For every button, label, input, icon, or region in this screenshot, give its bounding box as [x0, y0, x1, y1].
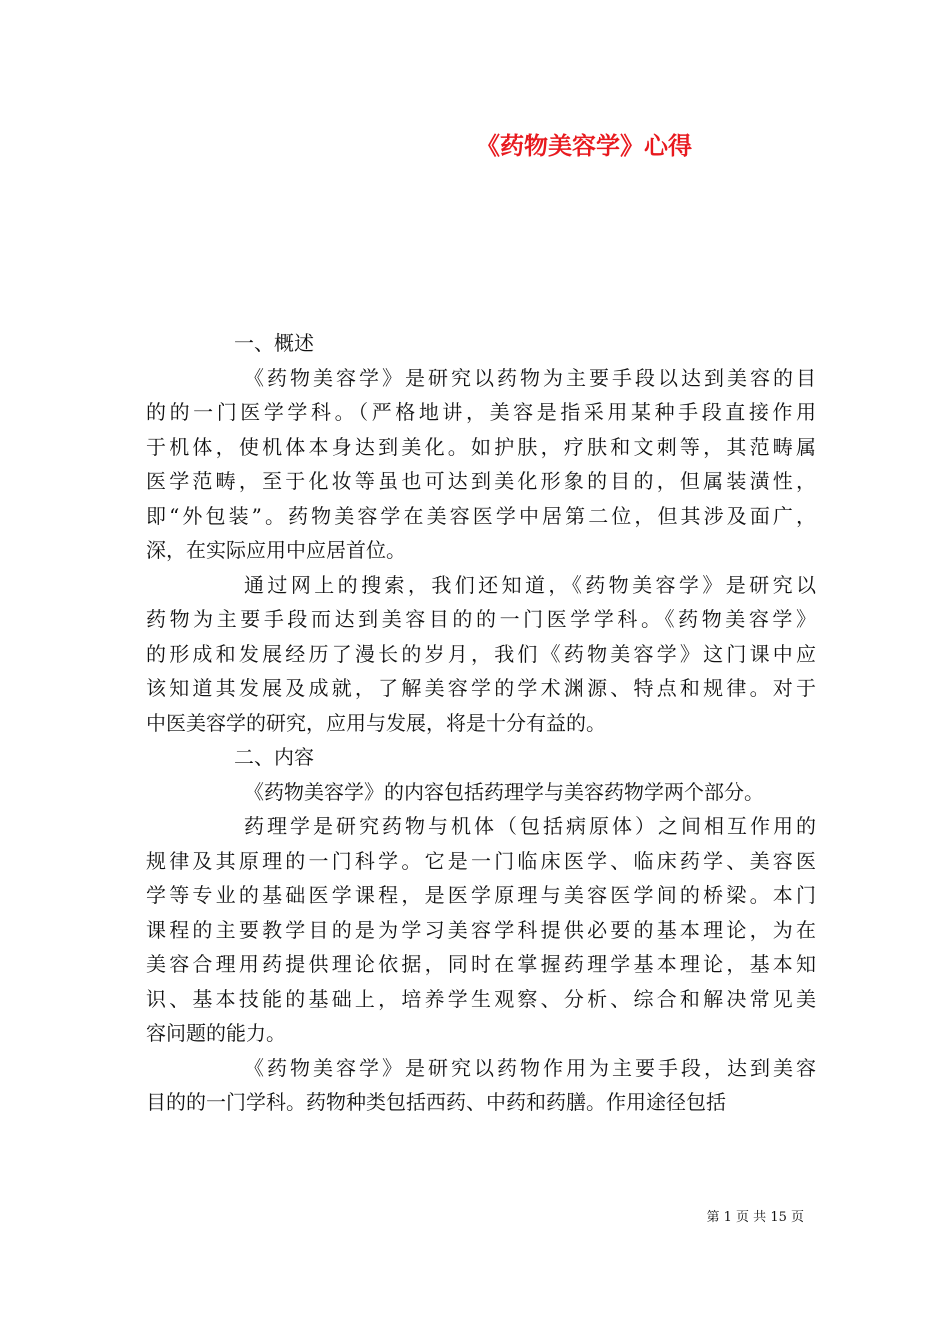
text-line: 通过网上的搜索，我们还知道，《药物美容学》是研究以 — [244, 572, 816, 597]
text-line: 识、基本技能的基础上，培养学生观察、分析、综合和解决常见美 — [146, 986, 816, 1011]
body-paragraph — [146, 361, 816, 568]
text-line: 容问题的能力。 — [146, 1021, 286, 1045]
page-title: 《药物美容学》心得 — [476, 131, 692, 160]
text-line: 于机体，使机体本身达到美化。如护肤，疗肤和文刺等，其范畴属 — [146, 434, 816, 459]
text-line: 的的一门医学学科。（严格地讲，美容是指采用某种手段直接作用 — [146, 400, 816, 424]
text-line: 医学范畴，至于化妆等虽也可达到美化形象的目的，但属装潢性， — [146, 469, 816, 493]
text-line: 目的的一门学科。药物种类包括西药、中药和药膳。作用途径包括 — [146, 1090, 726, 1114]
text-line: 《药物美容学》的内容包括药理学与美容药物学两个部分。 — [244, 779, 764, 804]
page-number-footer: 第 1 页 共 15 页 — [706, 1210, 804, 1225]
text-line: 的形成和发展经历了漫长的岁月，我们《药物美容学》这门课中应 — [146, 641, 816, 666]
text-line: 美容合理用药提供理论依据，同时在掌握药理学基本理论，基本知 — [146, 952, 816, 976]
text-line: 深，在实际应用中应居首位。 — [146, 538, 406, 562]
section-heading — [146, 326, 816, 361]
text-line: 规律及其原理的一门科学。它是一门临床医学、临床药学、美容医 — [146, 848, 816, 873]
document-body — [146, 326, 816, 1120]
text-line: 药理学是研究药物与机体（包括病原体）之间相互作用的 — [244, 814, 816, 838]
text-line: 学等专业的基础医学课程，是医学原理与美容医学间的桥梁。本门 — [146, 883, 816, 907]
text-line: 《药物美容学》是研究以药物作用为主要手段，达到美容 — [244, 1055, 816, 1080]
text-line: 二、内容 — [234, 745, 314, 769]
body-paragraph — [146, 568, 816, 741]
text-line: 药物为主要手段而达到美容目的的一门医学学科。《药物美容学》 — [146, 607, 816, 631]
text-line: 该知道其发展及成就，了解美容学的学术渊源、特点和规律。对于 — [146, 676, 816, 700]
text-line: 中医美容学的研究，应用与发展，将是十分有益的。 — [146, 710, 606, 735]
body-paragraph — [146, 1051, 816, 1120]
body-paragraph — [146, 809, 816, 1051]
body-paragraph — [146, 775, 816, 810]
text-line: 一、概述 — [234, 331, 314, 355]
section-heading — [146, 740, 816, 775]
text-line: 即“外包装”。药物美容学在美容医学中居第二位，但其涉及面广， — [146, 503, 816, 528]
text-line: 《药物美容学》是研究以药物为主要手段以达到美容的目 — [244, 365, 816, 390]
text-line: 课程的主要教学目的是为学习美容学科提供必要的基本理论，为在 — [146, 917, 816, 942]
